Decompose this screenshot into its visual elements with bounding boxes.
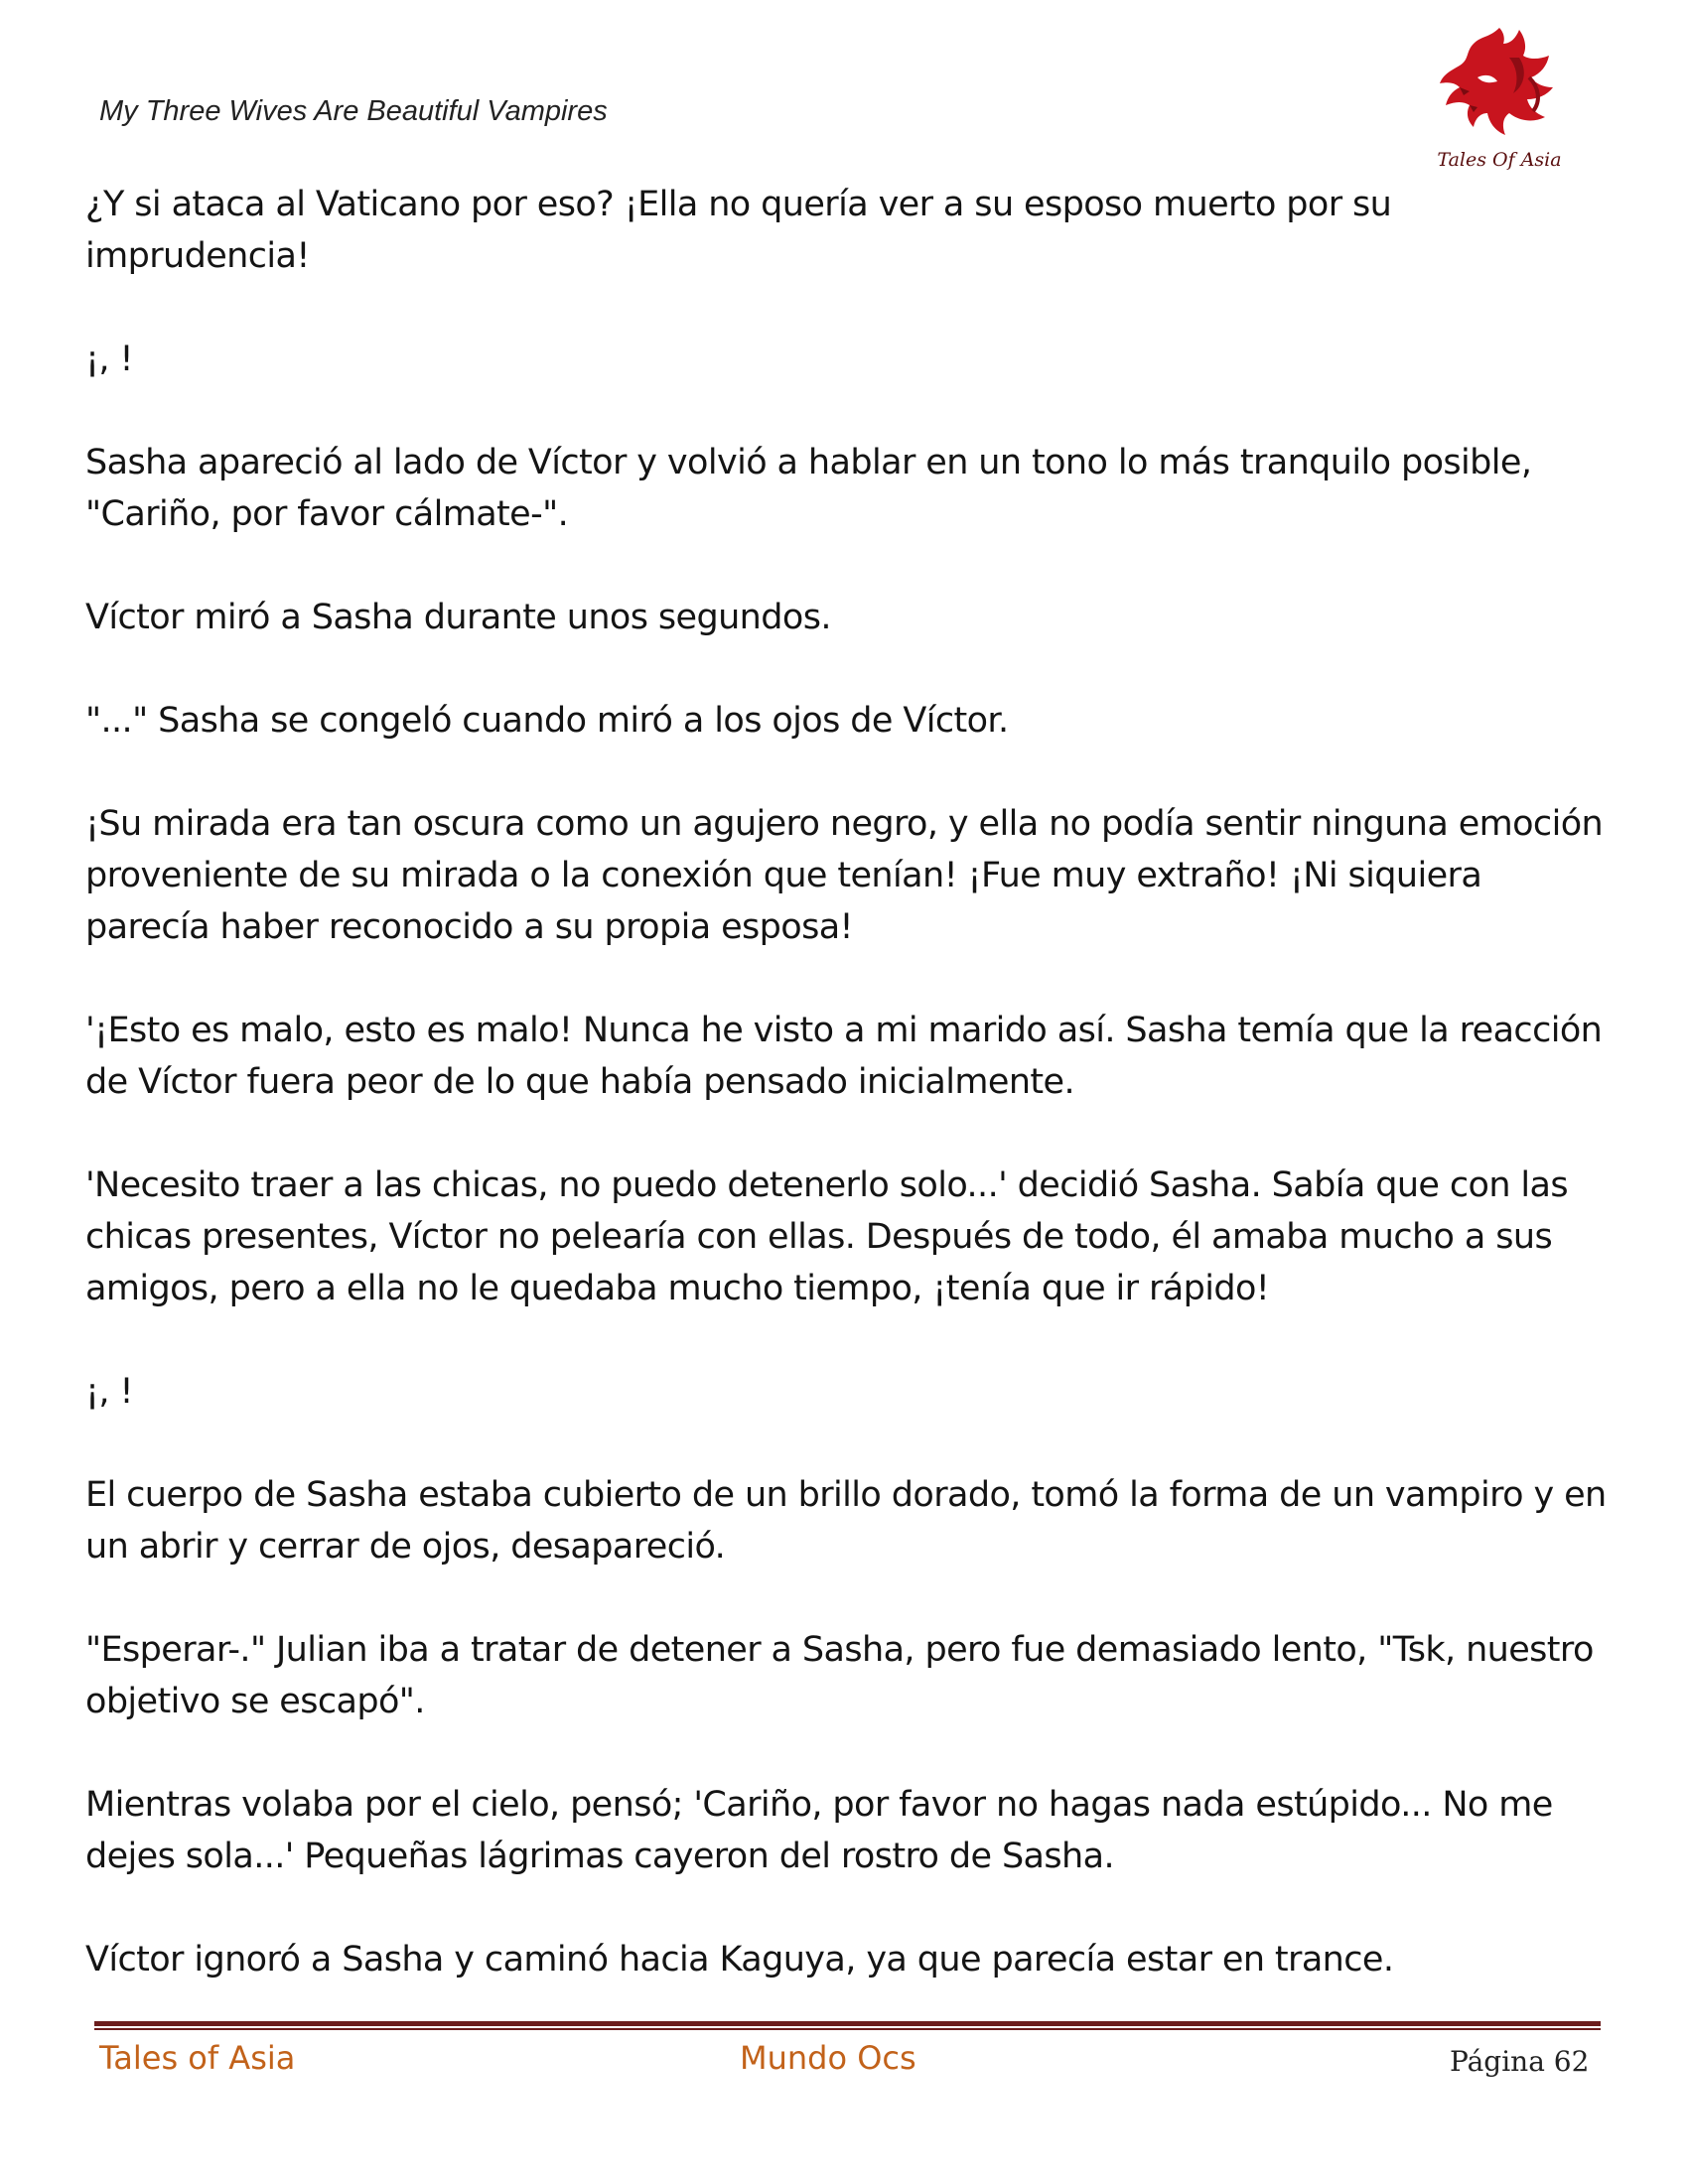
footer-site: Mundo Ocs	[740, 2039, 916, 2077]
page-number: Página 62	[1450, 2045, 1590, 2078]
paragraph: Sasha apareció al lado de Víctor y volvió a hablar en un tono lo más tranquilo posible, "Cariño, por favor cálmate-".	[85, 443, 1532, 534]
paragraph: '¡Esto es malo, esto es malo! Nunca he visto a mi marido así. Sasha temía que la reacción de Víctor fuera peor de lo que había pensado inicialmente.	[85, 1011, 1603, 1102]
paragraph: 'Necesito traer a las chicas, no puedo detenerlo solo...' decidió Sasha. Sabía que con las chicas presentes, Víctor no pelearía con ellas. Después de todo, él amaba mucho a sus amigos, pero a ella no le quedaba mucho tiempo, ¡tenía que ir rápido!	[85, 1165, 1569, 1308]
footer-divider	[94, 2021, 1601, 2030]
paragraph: ¡, !	[85, 340, 133, 379]
logo	[1430, 18, 1569, 182]
paragraph: ¡, !	[85, 1372, 133, 1412]
paragraph: Mientras volaba por el cielo, pensó; 'Cariño, por favor no hagas nada estúpido... No me dejes sola...' Pequeñas lágrimas cayeron del rostro de Sasha.	[85, 1785, 1553, 1876]
paragraph: ¿Y si ataca al Vaticano por eso? ¡Ella no quería ver a su esposo muerto por su imprudencia!	[85, 185, 1392, 276]
paragraph: ¡Su mirada era tan oscura como un agujero negro, y ella no podía sentir ninguna emoción proveniente de su mirada o la conexión que tenían! ¡Fue muy extraño! ¡Ni siquiera parecía haber reconocido a su propia esposa!	[85, 804, 1604, 947]
paragraph: "Esperar-." Julian iba a tratar de detener a Sasha, pero fue demasiado lento, "Tsk, nuestro objetivo se escapó".	[85, 1630, 1594, 1721]
red-dragon-icon	[1430, 18, 1569, 152]
paragraph: Víctor miró a Sasha durante unos segundos.	[85, 598, 831, 637]
page-body	[85, 179, 1615, 2037]
footer-publisher: Tales of Asia	[99, 2039, 296, 2077]
paragraph: El cuerpo de Sasha estaba cubierto de un brillo dorado, tomó la forma de un vampiro y en un abrir y cerrar de ojos, desapareció.	[85, 1475, 1607, 1567]
book-title: My Three Wives Are Beautiful Vampires	[99, 95, 608, 127]
paragraph: "..." Sasha se congeló cuando miró a los ojos de Víctor.	[85, 701, 1009, 741]
logo-text: Tales Of Asia	[1437, 149, 1562, 171]
paragraph: Víctor ignoró a Sasha y caminó hacia Kaguya, ya que parecía estar en trance.	[85, 1940, 1394, 1979]
